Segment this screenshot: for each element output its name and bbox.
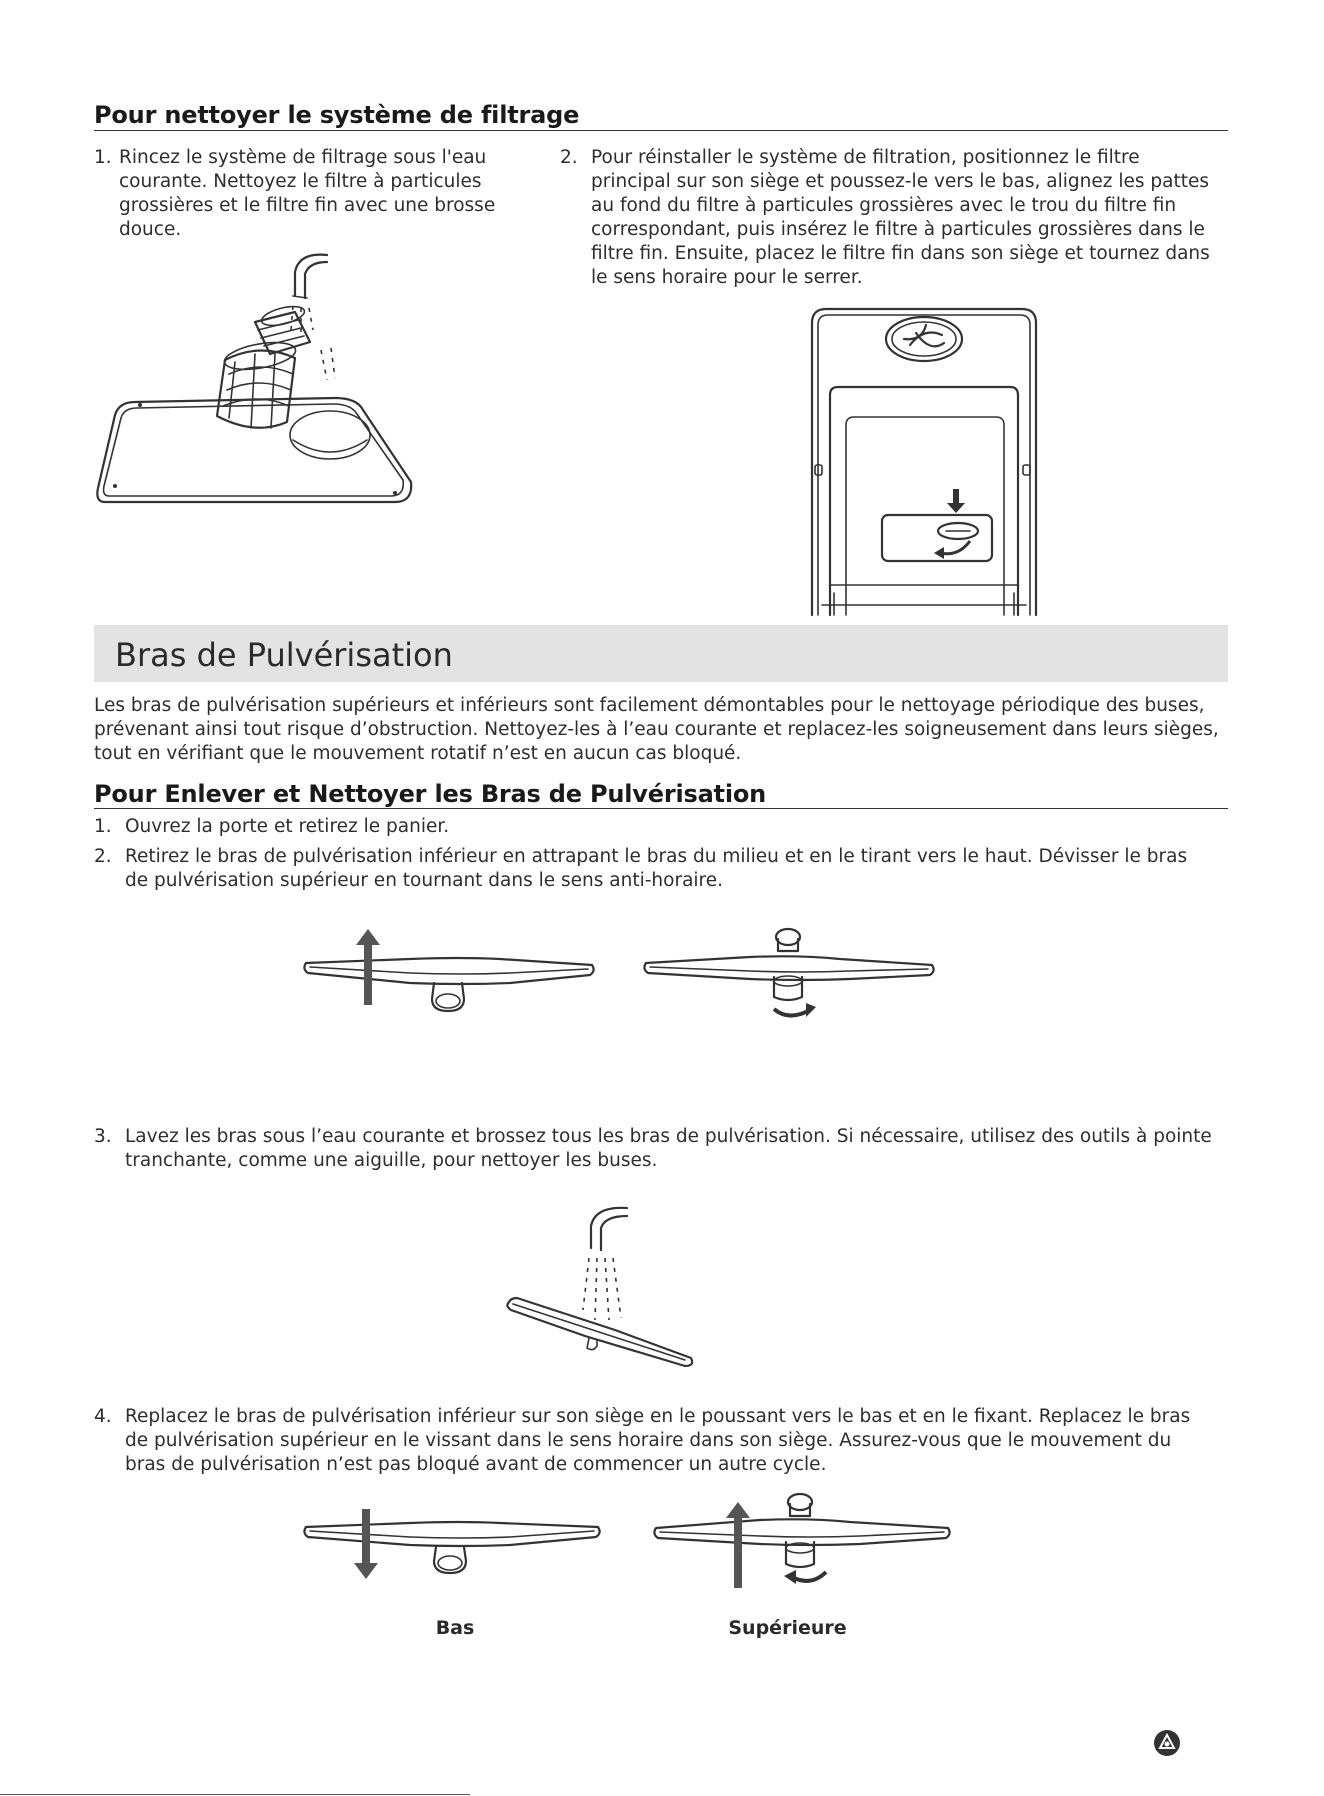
filter-step-1-text: Rincez le système de filtrage sous l'eau courante. Nettoyez le filtre à particules grossières et le filtre fin avec une brosse douce.	[119, 147, 496, 240]
lower-arm-install-illustration	[300, 1505, 610, 1585]
spray-step-3-text: Lavez les bras sous l’eau courante et brossez tous les bras de pulvérisation. Si nécessaire, utilisez des outils à pointe tranchante, comme une aiguille, pour nettoyer les buses.	[125, 1126, 1212, 1171]
section-rule	[94, 130, 1228, 131]
rotate-arrow-icon	[784, 1570, 826, 1584]
step-number: 2.	[94, 846, 112, 867]
down-arrow-icon	[354, 1509, 378, 1579]
rotate-arrow-icon	[774, 1003, 816, 1017]
banner-title: Bras de Pulvérisation	[115, 636, 453, 674]
up-arrow-icon	[726, 1502, 750, 1588]
caption-upper: Supérieure	[728, 1617, 847, 1639]
up-arrow-icon	[356, 929, 380, 1005]
caption-lower: Bas	[435, 1617, 475, 1639]
spray-step-4-text: Replacez le bras de pulvérisation inférieur sur son siège en le poussant vers le bas et en le fixant. Replacez le bras de pulvérisation supérieur en le vissant dans le sens horaire dans son siège. Assurez-vous que le mouvement du bras de pulvérisation n’est pas bloqué avant de commencer un autre cycle.	[125, 1406, 1191, 1475]
section-title-spray: Pour Enlever et Nettoyer les Bras de Pulvérisation	[94, 780, 767, 808]
footer-rule	[0, 1794, 470, 1795]
upper-arm-remove-illustration	[640, 925, 940, 1025]
upper-arm-install-illustration	[650, 1490, 960, 1590]
section-title-filter: Pour nettoyer le système de filtrage	[94, 101, 580, 129]
filter-step-2-text: Pour réinstaller le système de filtration, positionnez le filtre principal sur son siège et poussez-le vers le bas, alignez les pattes au fond du filtre à particules grossières avec le trou du filtre fin correspondant, puis insérez le filtre à particules grossières dans le filtre fin. Ensuite, placez le filtre fin dans son siège et tournez dans le sens horaire pour le serrer.	[591, 147, 1210, 288]
step-number: 2.	[560, 147, 578, 168]
faucet-icon	[293, 255, 327, 298]
arm-rinse-illustration	[505, 1200, 695, 1370]
filter-rinse-illustration	[95, 250, 455, 510]
step-number: 3.	[94, 1126, 112, 1147]
brand-logo-icon	[1152, 1728, 1182, 1758]
section-rule	[94, 808, 1228, 809]
step-number: 1.	[94, 147, 112, 168]
filter-install-illustration	[810, 305, 1040, 615]
spray-step-2-text: Retirez le bras de pulvérisation inférieur en attrapant le bras du milieu et en le tirant vers le haut. Dévisser le bras de pulvérisation supérieur en tournant dans le sens anti-horaire.	[125, 846, 1188, 891]
lower-arm-remove-illustration	[300, 925, 600, 1015]
faucet-icon	[591, 1208, 627, 1250]
spray-step-1-text: Ouvrez la porte et retirez le panier.	[125, 816, 450, 837]
spray-intro-text: Les bras de pulvérisation supérieurs et inférieurs sont facilement démontables pour le nettoyage périodique des buses, prévenant ainsi tout risque d’obstruction. Nettoyez-les à l’eau courante et replacez-les soigneusement dans leurs sièges, tout en vérifiant que le mouvement rotatif n’est en aucun cas bloqué.	[94, 695, 1219, 764]
step-number: 4.	[94, 1406, 112, 1427]
step-number: 1.	[94, 816, 112, 837]
